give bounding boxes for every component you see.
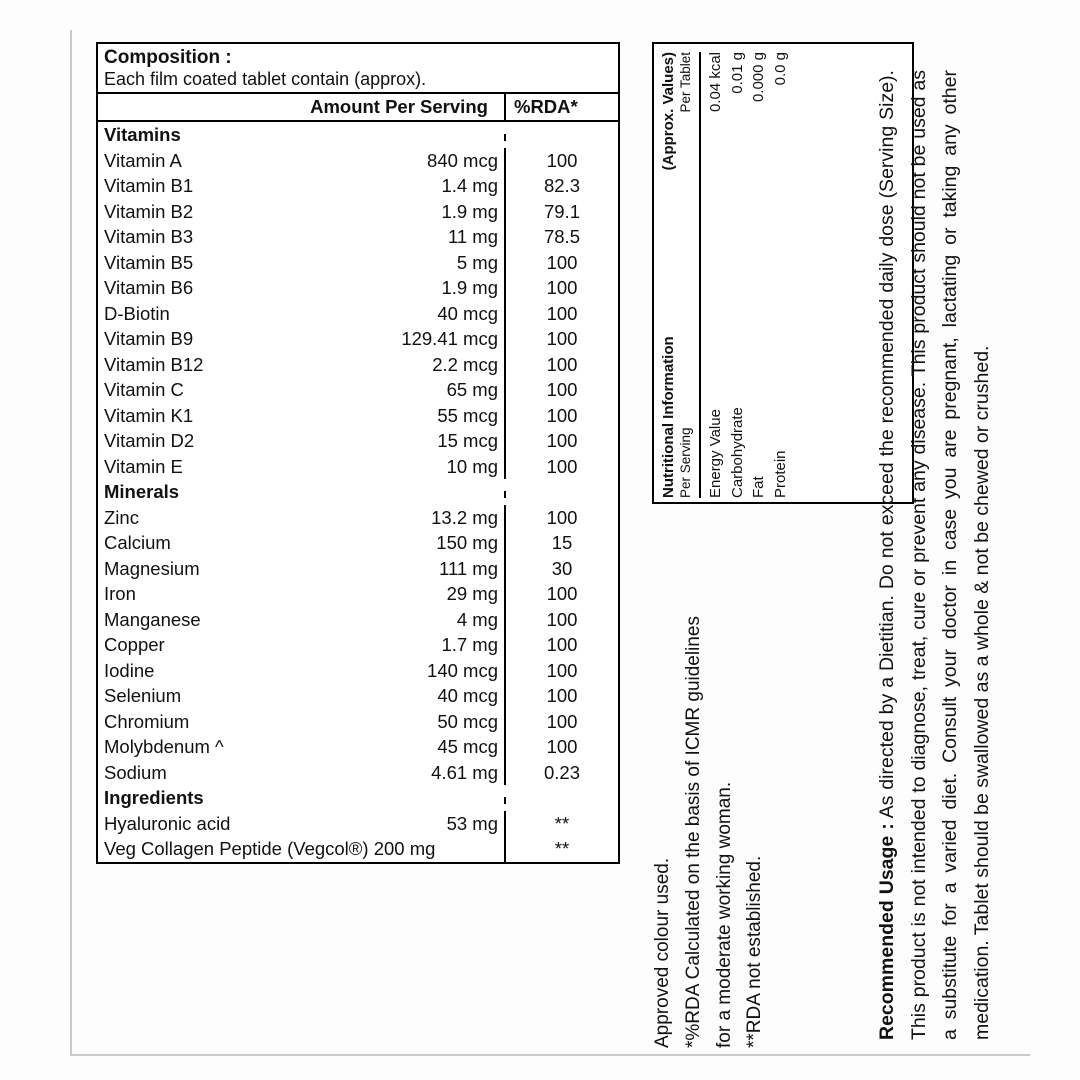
nutrition-row [770,52,792,498]
row-name: Vitamin B2 [104,200,194,222]
row-amount: 129.41 mcg [401,328,498,350]
table-row [98,173,618,199]
nutrition-approx-label: (Approx. Values) [660,52,677,171]
recommended-usage-heading: Recommended Usage : [876,823,898,1040]
table-row [98,250,618,276]
row-name: Minerals [104,481,180,503]
row-amount: 1.9 mg [441,277,498,299]
composition-table [96,42,620,864]
row-name: Vitamin A [104,149,182,171]
row-rda [504,797,618,804]
row-rda [504,491,618,498]
table-row [98,326,618,352]
row-name: Molybdenum ^ [104,736,224,758]
row-name: Vitamin B3 [104,226,194,248]
recommended-usage-text: As directed by a Dietitian. Do not exceed the recommended daily dose (Serving Size). This product is not intended to diagnose, treat, cure or prevent any disease. This product should not be used as a substitute for a varied diet. Consult your doctor in case you are pregnant, lactating or taking any other medication. Tablet should be swallowed as a whole & not be chewed or crushed. [876,70,993,1040]
row-rda: 82.3 [504,173,618,199]
table-row [98,428,618,454]
row-rda: 100 [504,428,618,454]
row-name: Ingredients [104,787,204,809]
row-rda: 100 [504,326,618,352]
row-amount: 10 mg [446,455,498,477]
footnote-line: *%RDA Calculated on the basis of ICMR guidelines [682,616,704,1048]
row-rda: 100 [504,250,618,276]
table-row [98,352,618,378]
row-amount: 1.9 mg [441,200,498,222]
row-rda: 0.23 [504,760,618,786]
row-rda: 100 [504,581,618,607]
nutrition-per-tablet-label: Per Tablet [678,52,693,113]
row-name: Vitamin B9 [104,328,194,350]
nutrition-row-label: Protein [772,450,790,498]
table-row [98,377,618,403]
table-row [98,683,618,709]
table-row [98,556,618,582]
table-row [98,836,618,862]
nutrition-per-serving-label: Per Serving [678,427,693,498]
row-name: Vitamin D2 [104,430,195,452]
row-name: Hyaluronic acid [104,812,231,834]
row-amount: 50 mcg [437,710,498,732]
row-name: Vitamin B6 [104,277,194,299]
table-row [98,709,618,735]
row-amount: 1.7 mg [441,634,498,656]
row-name: Calcium [104,532,171,554]
nutrition-row [705,52,727,498]
row-name: Zinc [104,506,139,528]
row-name: Vitamin B1 [104,175,194,197]
row-amount: 29 mg [446,583,498,605]
row-name: Chromium [104,710,190,732]
nutrition-row [727,52,749,498]
row-amount: 45 mcg [437,736,498,758]
row-name: Veg Collagen Peptide (Vegcol®) 200 mg [104,838,436,860]
row-rda: 100 [504,275,618,301]
row-rda: ** [504,811,618,837]
row-name: Manganese [104,608,201,630]
composition-header [98,44,618,94]
row-amount: 15 mcg [437,430,498,452]
table-row [98,530,618,556]
label-border-left [70,30,72,1056]
row-name: Vitamin E [104,455,183,477]
row-rda: ** [504,836,618,862]
nutrition-header-row [660,52,678,498]
table-row [98,505,618,531]
table-row [98,479,618,505]
footnotes-block [648,528,848,1048]
table-row [98,811,618,837]
row-amount [294,134,504,141]
table-row [98,734,618,760]
row-rda: 100 [504,683,618,709]
row-amount: 840 mcg [427,149,498,171]
row-amount [294,797,504,804]
row-rda: 100 [504,403,618,429]
row-amount: 4.61 mg [431,761,498,783]
nutrition-row-label: Energy Value [706,409,724,498]
table-row [98,403,618,429]
row-amount: 55 mcg [437,404,498,426]
table-row [98,658,618,684]
column-header-rda: %RDA* [504,94,618,120]
row-name: Selenium [104,685,182,707]
row-name: Iron [104,583,136,605]
row-amount: 140 mcg [427,659,498,681]
column-header-amount: Amount Per Serving [310,96,488,118]
row-rda: 78.5 [504,224,618,250]
row-name: Sodium [104,761,167,783]
nutrition-subheader-row [678,52,695,498]
row-amount: 40 mcg [437,685,498,707]
nutrition-row-label: Fat [750,476,768,498]
row-name: Vitamins [104,124,181,146]
row-rda: 100 [504,352,618,378]
row-amount: 11 mg [447,226,498,248]
table-row [98,785,618,811]
table-row [98,301,618,327]
table-row [98,760,618,786]
footnote-line: **RDA not established. [744,855,766,1048]
row-amount: 5 mg [456,251,498,273]
table-row [98,275,618,301]
row-amount: 4 mg [456,608,498,630]
table-row [98,581,618,607]
row-amount: 40 mcg [437,302,498,324]
nutrition-row-value: 0.000 g [750,52,768,103]
table-row [98,148,618,174]
row-rda: 100 [504,505,618,531]
composition-rows [98,122,618,862]
table-row [98,224,618,250]
footnote-line: Approved colour used. [652,857,673,1048]
row-rda: 100 [504,148,618,174]
composition-subtitle: Each film coated tablet contain (approx). [104,68,427,89]
row-rda [504,134,618,141]
row-amount [294,491,504,498]
row-rda: 100 [504,709,618,735]
nutrition-divider [699,52,701,498]
nutrition-title: Nutritional Information [660,336,677,498]
nutrition-row-label: Carbohydrate [728,407,746,498]
row-rda: 100 [504,301,618,327]
row-name: D-Biotin [104,302,170,324]
row-rda: 100 [504,734,618,760]
row-amount: 1.4 mg [441,175,498,197]
row-name: Magnesium [104,557,200,579]
row-amount: 111 mg [439,557,498,579]
row-rda: 30 [504,556,618,582]
nutrition-row-value: 0.01 g [728,52,746,94]
row-name: Vitamin K1 [104,404,194,426]
table-row [98,199,618,225]
nutrition-row [748,52,770,498]
row-rda: 100 [504,377,618,403]
row-amount: 53 mg [446,812,498,834]
composition-column-headers [98,94,618,122]
row-rda: 100 [504,454,618,480]
table-row [98,454,618,480]
composition-title: Composition : [104,47,232,68]
row-rda: 100 [504,658,618,684]
row-rda: 79.1 [504,199,618,225]
column-header-name [98,94,294,120]
label-border-bottom [70,1054,1030,1056]
table-row [98,607,618,633]
footnote-line: for a moderate working woman. [713,781,735,1048]
row-amount: 2.2 mcg [432,353,498,375]
row-name: Iodine [104,659,155,681]
nutrition-row-value: 0.0 g [772,52,790,86]
row-amount: 13.2 mg [431,506,498,528]
row-amount: 150 mg [436,532,498,554]
row-name: Vitamin B5 [104,251,194,273]
row-amount: 65 mg [446,379,498,401]
row-name: Vitamin C [104,379,184,401]
nutrition-row-value: 0.04 kcal [706,52,724,113]
table-row [98,122,618,148]
row-rda: 100 [504,607,618,633]
row-rda: 15 [504,530,618,556]
recommended-usage-block [872,70,1058,1040]
table-row [98,632,618,658]
row-name: Vitamin B12 [104,353,204,375]
row-name: Copper [104,634,165,656]
row-rda: 100 [504,632,618,658]
